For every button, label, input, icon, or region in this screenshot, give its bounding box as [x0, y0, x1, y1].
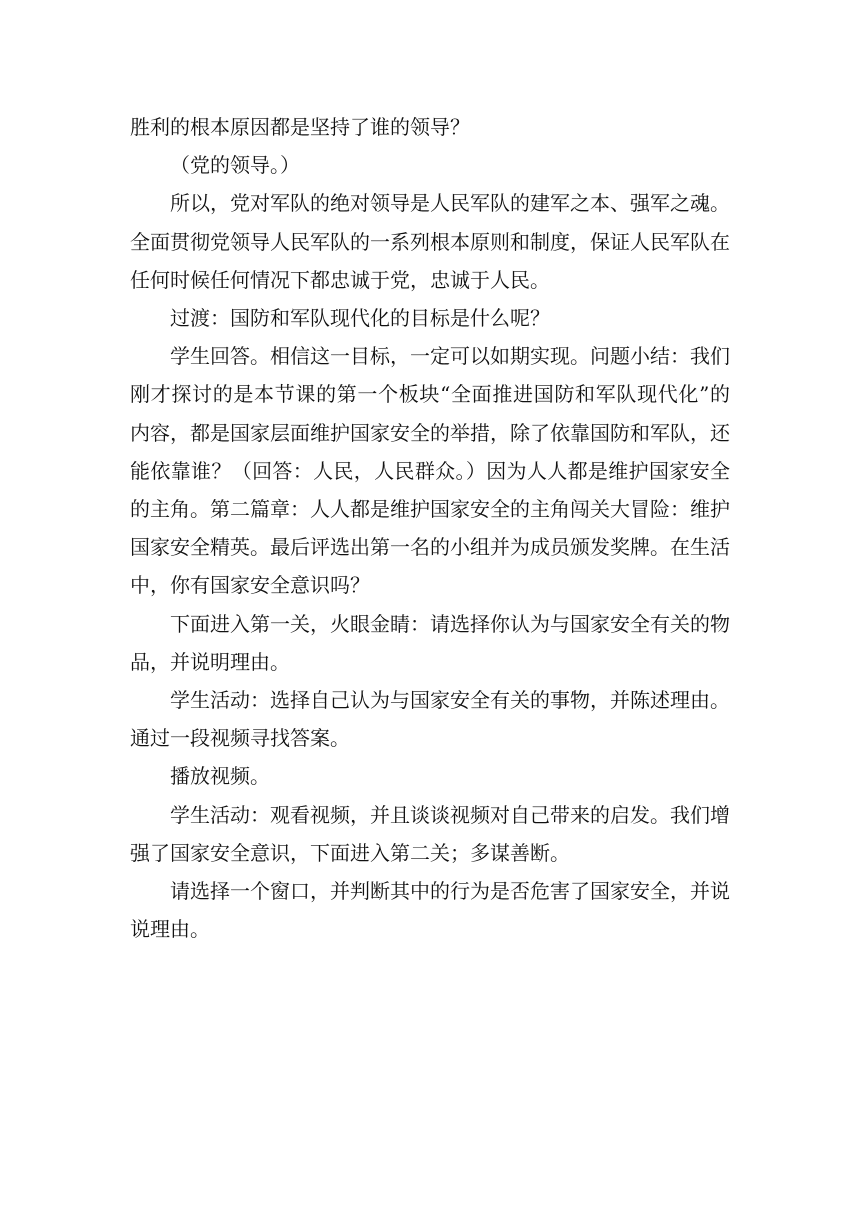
paragraph-transition: 过渡：国防和军队现代化的目标是什么呢？	[170, 306, 550, 331]
document-body	[130, 108, 730, 948]
paragraph: 学生回答。相信这一目标，一定可以如期实现。问题小结：我们刚才探讨的是本节课的第一个板块“全面推进国防和军队现代化”的内容，都是国家层面维护国家安全的举措，除了依靠国防和军队，还能依靠谁？（回答：人民，人民群众。）因为人人都是维护国家安全的主角。第二篇章：人人都是维护国家安全的主角闯关大冒险：维护国家安全精英。最后评选出第一名的小组并为成员颁发奖牌。在生活中，你有国家安全意识吗？	[130, 344, 730, 598]
paragraph: 学生活动：观看视频，并且谈谈视频对自己带来的启发。我们增强了国家安全意识，下面进入第二关；多谋善断。	[130, 802, 730, 865]
paragraph: 请选择一个窗口，并判断其中的行为是否危害了国家安全，并说说理由。	[130, 879, 730, 942]
paragraph-answer: （党的领导。）	[170, 153, 300, 178]
paragraph: 下面进入第一关，火眼金睛：请选择你认为与国家安全有关的物品，并说明理由。	[130, 611, 730, 674]
paragraph: 学生活动：选择自己认为与国家安全有关的事物，并陈述理由。通过一段视频寻找答案。	[130, 688, 730, 751]
paragraph: 所以，党对军队的绝对领导是人民军队的建军之本、强军之魂。全面贯彻党领导人民军队的一系列根本原则和制度，保证人民军队在任何时候任何情况下都忠诚于党，忠诚于人民。	[130, 191, 730, 292]
paragraph-continuation: 胜利的根本原因都是坚持了谁的领导？	[130, 115, 470, 139]
paragraph: 播放视频。	[170, 764, 270, 789]
